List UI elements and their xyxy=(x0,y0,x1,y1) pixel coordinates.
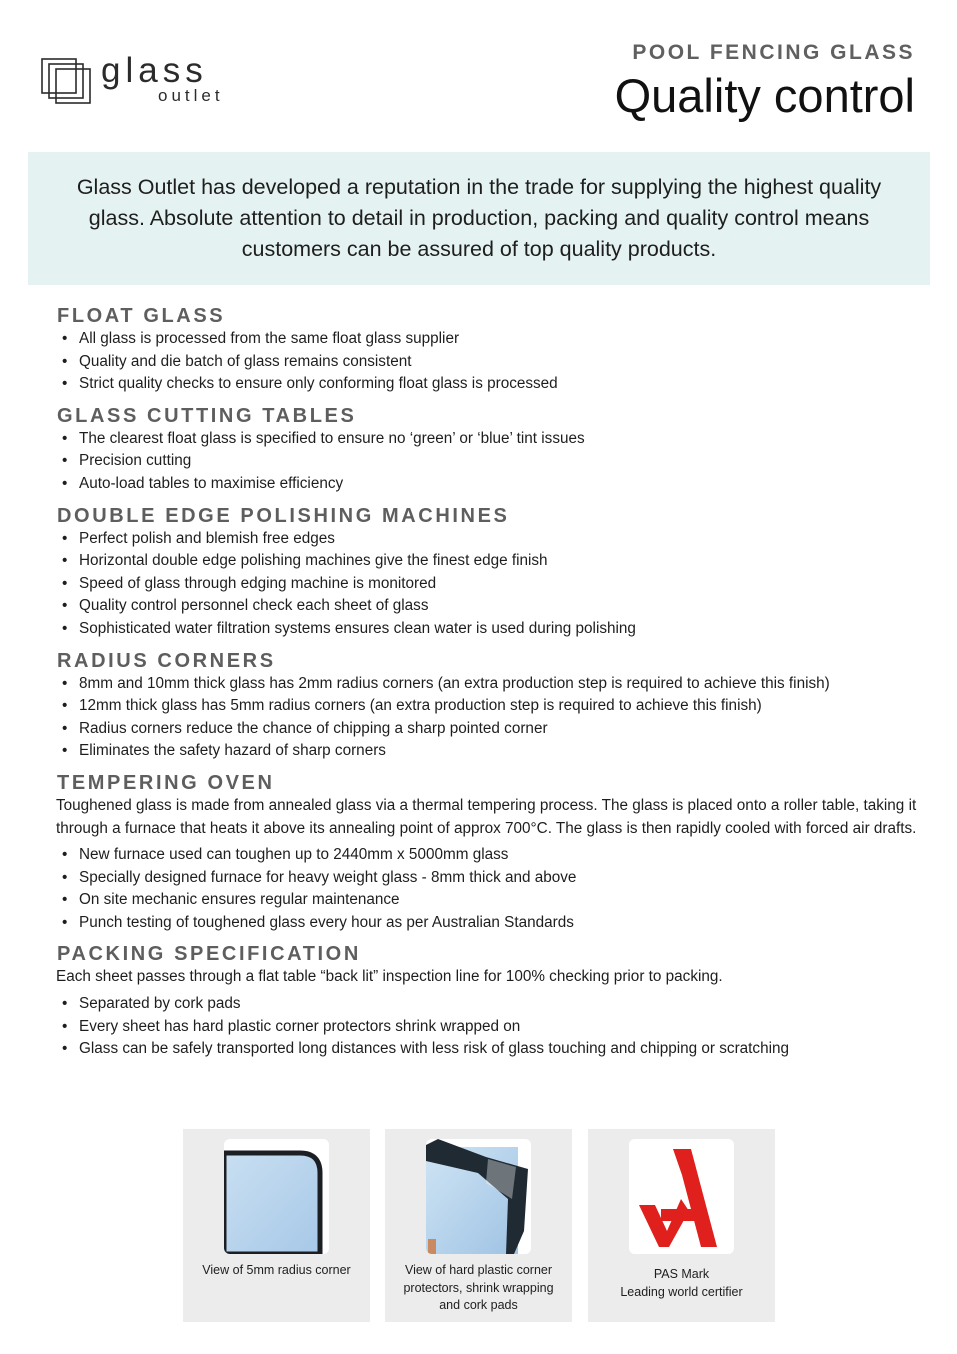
section-heading: PACKING SPECIFICATION xyxy=(57,943,361,966)
section-paragraph: Toughened glass is made from annealed glass via a thermal tempering process. The glass is placed onto a roller table, taking it through a furnace that heats it above its annealing point of approx 700°C. The glass is then rapidly cooled with forced air drafts. xyxy=(56,796,917,837)
list-item: • The clearest float glass is specified to ensure no ‘green’ or ‘blue’ tint issues xyxy=(57,428,917,451)
brand-name: glass xyxy=(101,51,208,90)
section-cutting-tables xyxy=(57,404,917,496)
section-float-glass xyxy=(57,304,917,396)
bullet-list xyxy=(57,844,917,934)
list-item: • Auto-load tables to maximise efficiency xyxy=(57,473,917,496)
bullet-list xyxy=(57,993,917,1061)
card-radius-corner xyxy=(183,1129,370,1322)
brand-sub: outlet xyxy=(158,86,224,105)
section-heading: FLOAT GLASS xyxy=(57,305,226,327)
list-item: • Every sheet has hard plastic corner protectors shrink wrapped on xyxy=(57,1016,917,1039)
card-caption xyxy=(189,1262,364,1280)
list-item: • Glass can be safely transported long distances with less risk of glass touching and chipping or scratching xyxy=(57,1038,917,1061)
intro-panel xyxy=(28,152,930,285)
brand-logo xyxy=(41,51,241,109)
pas-mark-logo xyxy=(629,1139,734,1254)
card-caption xyxy=(391,1262,566,1315)
list-item: • All glass is processed from the same float glass supplier xyxy=(57,328,917,351)
list-item: • Speed of glass through edging machine is monitored xyxy=(57,573,917,596)
bullet-list xyxy=(57,328,917,396)
card-pas-mark xyxy=(588,1129,775,1322)
caption-line: protectors, shrink wrapping xyxy=(403,1280,554,1295)
list-item: • Punch testing of toughened glass every hour as per Australian Standards xyxy=(57,912,917,935)
bullet-list xyxy=(57,528,917,641)
section-heading: TEMPERING OVEN xyxy=(57,771,275,794)
intro-text: Glass Outlet has developed a reputation in the trade for supplying the highest quality glass. Absolute attention to detail in production, packing and quality control means customers can be assured of top quality products. xyxy=(76,175,882,261)
section-paragraph: Each sheet passes through a flat table “back lit” inspection line for 100% checking prior to packing. xyxy=(56,968,723,986)
photo-cards xyxy=(183,1129,775,1322)
section-packing xyxy=(57,942,917,1060)
page-kicker: POOL FENCING GLASS xyxy=(632,41,915,64)
caption-line: Leading world certifier xyxy=(620,1284,743,1299)
glass-corner-icon xyxy=(224,1139,329,1254)
list-item: • Quality and die batch of glass remains consistent xyxy=(57,351,917,374)
list-item: • Separated by cork pads xyxy=(57,993,917,1016)
caption-line: View of 5mm radius corner xyxy=(202,1263,351,1277)
caption-line: and cork pads xyxy=(439,1298,518,1312)
section-tempering-oven xyxy=(57,771,917,935)
glass-corner-photo xyxy=(224,1139,329,1254)
list-item: • Sophisticated water filtration systems ensures clean water is used during polishing xyxy=(57,618,917,641)
list-item: • New furnace used can toughen up to 2440mm x 5000mm glass xyxy=(57,844,917,867)
caption-line: View of hard plastic corner xyxy=(404,1263,553,1277)
section-polishing xyxy=(57,504,917,641)
list-item: • Precision cutting xyxy=(57,450,917,473)
section-radius-corners xyxy=(57,649,917,763)
list-item: • 8mm and 10mm thick glass has 2mm radius corners (an extra production step is required to achieve this finish) xyxy=(57,673,917,696)
list-item: • Eliminates the safety hazard of sharp corners xyxy=(57,740,917,763)
list-item: • On site mechanic ensures regular maintenance xyxy=(57,889,917,912)
corner-protector-icon xyxy=(426,1139,531,1254)
card-caption xyxy=(594,1266,769,1301)
list-item: • Quality control personnel check each sheet of glass xyxy=(57,595,917,618)
list-item: • Horizontal double edge polishing machines give the finest edge finish xyxy=(57,550,917,573)
caption-line: PAS Mark xyxy=(653,1267,710,1281)
sections xyxy=(57,304,917,1061)
corner-protector-photo xyxy=(426,1139,531,1254)
list-item: • Specially designed furnace for heavy weight glass - 8mm thick and above xyxy=(57,867,917,890)
bullet-list xyxy=(57,673,917,763)
list-item: • Radius corners reduce the chance of chipping a sharp pointed corner xyxy=(57,718,917,741)
list-item: • Perfect polish and blemish free edges xyxy=(57,528,917,551)
list-item: • 12mm thick glass has 5mm radius corners (an extra production step is required to achieve this finish) xyxy=(57,695,917,718)
section-heading: GLASS CUTTING TABLES xyxy=(57,404,357,427)
bullet-list xyxy=(57,428,917,496)
page-title: Quality control xyxy=(614,69,915,122)
section-heading: RADIUS CORNERS xyxy=(57,649,276,672)
logo-squares-icon xyxy=(41,57,91,105)
pas-mark-icon xyxy=(629,1139,734,1254)
card-corner-protectors xyxy=(385,1129,572,1322)
list-item: • Strict quality checks to ensure only conforming float glass is processed xyxy=(57,373,917,396)
section-heading: DOUBLE EDGE POLISHING MACHINES xyxy=(57,504,510,527)
